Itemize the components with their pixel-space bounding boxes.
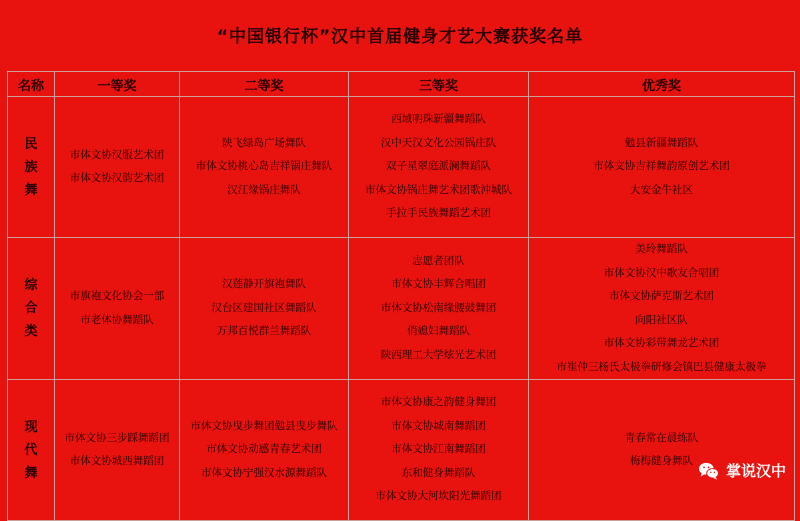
table-header-row [8,72,795,97]
category-cell [8,380,55,521]
list-item: 市体文协江南舞蹈团 [391,443,486,456]
header-name: 名称 [8,72,55,97]
second-prize-cell [180,380,349,521]
list-item: 万邦百悦群兰舞蹈队 [216,325,312,338]
page-title: “中国银行杯”汉中首届健身才艺大赛获奖名单 [216,27,584,47]
list-item: 双子星翠庭派澜舞蹈队 [386,160,491,173]
category-char: 代 [24,442,38,458]
category-char: 舞 [24,465,38,481]
list-item: 汉江缘锅庄舞队 [227,183,301,196]
excellence-prize-cell [529,380,795,521]
category-cell [8,238,55,380]
header-excellence-prize: 优秀奖 [529,72,795,97]
category-char: 民 [24,136,38,152]
third-prize-cell [349,97,529,238]
first-prize-cell [55,97,180,238]
list-item: 汉中天汉文化公园锅庄队 [380,136,497,149]
awards-table [7,71,795,521]
second-prize-cell [180,97,349,238]
list-item: 市体文协曳步舞团勉县曳步舞队 [190,419,338,432]
list-item: 青春常在晨练队 [624,431,699,444]
list-item: 市体文协动感青春艺术团 [206,443,322,456]
second-prize-cell [180,238,349,380]
watermark-text: 掌说汉中 [725,462,786,480]
list-item: 汉台区建国社区舞蹈队 [211,301,317,314]
category-char: 族 [24,159,38,175]
table-row [8,238,795,380]
watermark [698,460,786,481]
list-item: 俏媳妇舞蹈队 [407,325,470,338]
list-item: 市体文协彩带舞龙艺术团 [603,337,720,349]
list-item: 市体文协桃心岛吉祥锅庄舞队 [195,160,333,173]
first-prize-cell [55,380,180,521]
list-item: 市体文协萨克斯艺术团 [609,290,714,302]
list-item: 市体文协锅庄舞艺术团歌沖城队 [365,183,512,196]
list-item: 大安金牛社区 [630,183,693,196]
wechat-icon [698,461,720,481]
list-item: 市体文协三步踩舞蹈团 [64,431,170,444]
category-cell [8,97,55,238]
list-item: 市体文协吉祥舞韵原创艺术团 [593,160,730,173]
list-item: 东和健身舞蹈队 [401,466,476,479]
list-item: 梅梅健身舞队 [630,455,693,467]
list-item: 向阳社区队 [635,313,688,326]
list-item: 市老体协舞蹈队 [80,313,154,326]
third-prize-cell [349,380,529,521]
list-item: 市体文协城南舞蹈团 [391,419,486,432]
list-item: 市体文协大河坎阳光舞蹈团 [375,490,502,503]
category-char: 综 [24,278,38,293]
category-char: 类 [24,324,38,339]
list-item: 陕西理工大学炫光艺术团 [380,348,497,361]
list-item: 市旗袍文化协会一部 [69,290,165,302]
list-item: 市体文协松南缘腰鼓舞团 [380,301,497,314]
header-third-prize: 三等奖 [349,72,529,97]
header-second-prize: 二等奖 [180,72,349,97]
list-item: 市体文协康之韵健身舞团 [380,396,497,409]
list-item: 手拉手民族舞蹈艺术团 [386,207,491,220]
list-item: 市体文协城西舞蹈团 [69,455,165,467]
list-item: 市体文协宁强汉水源舞蹈队 [201,466,327,479]
excellence-prize-cell [529,97,795,238]
list-item: 市体文协汉韵艺术团 [69,172,165,184]
table-row [8,97,795,238]
excellence-prize-cell [529,238,795,380]
list-item: 陕飞绿岛广场舞队 [222,136,306,149]
list-item: 美玲舞蹈队 [635,243,688,255]
table-row [8,380,795,521]
category-char: 合 [24,301,38,316]
list-item: 市体文协汉服艺术团 [69,148,165,161]
first-prize-cell [55,238,180,380]
list-item: 西域明珠新疆舞蹈队 [391,113,486,126]
list-item: 汉莲静开旗袍舞队 [222,278,306,291]
third-prize-cell [349,238,529,380]
list-item: 市体文协丰辉合唱团 [391,278,486,291]
category-char: 舞 [24,182,38,198]
list-item: 市崔仲三杨氏太极拳研修会镇巴县健康太极拳 [556,360,767,373]
category-char: 现 [24,419,38,435]
list-item: 志愿者团队 [412,254,465,267]
header-first-prize: 一等奖 [55,72,180,97]
list-item: 市体文协汉中歌友合唱团 [603,266,720,279]
list-item: 勉县新疆舞蹈队 [624,136,699,149]
